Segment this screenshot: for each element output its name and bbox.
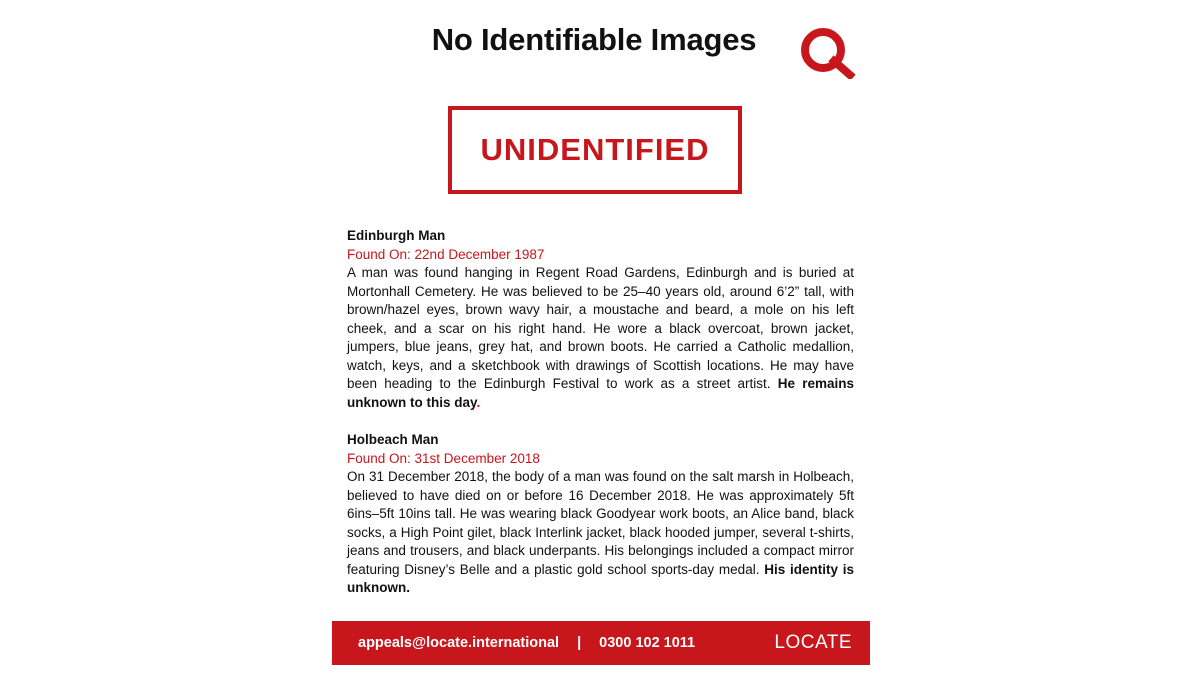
phone-number[interactable]: 0300 102 1011 [599,635,696,651]
stamp-label: UNIDENTIFIED [480,132,710,167]
case-body: On 31 December 2018, the body of a man was found on the salt marsh in Holbeach, believed to have died on or before 16 December 2018. He was approximately 5ft 6ins–5ft 10ins tall. He was wearing black Goodyear work boots, an Alice band, black socks, a High Point gilet, black Interlink jacket, black hooded jumper, several t-shirts, jeans and trousers, and black underpants. His belongings included a compact mirror featuring Disney’s Belle and a plastic gold school sports-day medal. [347,469,854,577]
case-description [347,264,854,412]
locate-logo: LOCATE [774,632,852,653]
case-name: Holbeach Man [347,432,439,447]
unidentified-stamp [448,106,742,194]
case-found-date: Found On: 31st December 2018 [347,450,540,466]
footer-separator: | [577,635,582,651]
case-end-mark: . [476,394,481,410]
page-title: No Identifiable Images [431,22,757,57]
case-name: Edinburgh Man [347,228,446,243]
case-description [347,468,854,598]
case-found-date: Found On: 22nd December 1987 [347,246,545,262]
magnifier-q-icon [798,25,858,79]
footer-bar [332,621,870,665]
case-entry-edinburgh [347,227,854,412]
case-emphasis: His identity is unknown. [347,561,854,595]
case-entry-holbeach [347,431,854,598]
appeals-email-link[interactable]: appeals@locate.international [358,635,560,651]
case-emphasis: He remains unknown to this day [347,376,854,410]
case-body: A man was found hanging in Regent Road Gardens, Edinburgh and is buried at Mortonhall Cemetery. He was believed to be 25–40 years old, around 6’2” tall, with brown/hazel eyes, brown wavy hair, a moustache and beard, a mole on his left cheek, and a scar on his right hand. He wore a black overcoat, brown jacket, jumpers, blue jeans, grey hat, and brown boots. He carried a Catholic medallion, watch, keys, and a sketchbook with drawings of Scottish locations. He may have been heading to the Edinburgh Festival to work as a street artist. [347,265,854,391]
